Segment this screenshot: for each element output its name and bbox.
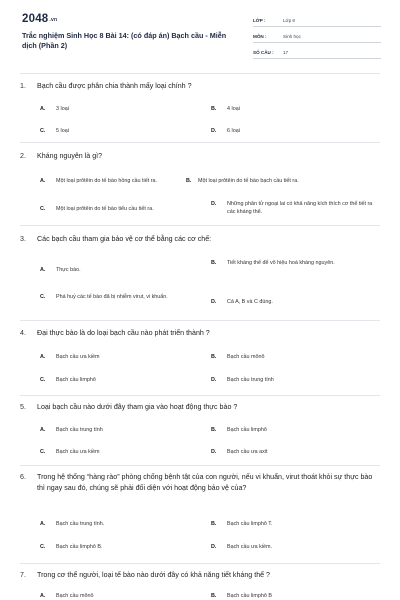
meta-info [253, 14, 381, 62]
option-text: 5 loại [56, 128, 69, 134]
option-text: Bạch cầu trung tính [227, 377, 274, 383]
option-a[interactable] [40, 266, 206, 274]
question-3 [20, 234, 382, 305]
option-text: Bạch cầu ưa kiềm [56, 449, 100, 455]
option-letter: A. [40, 593, 46, 599]
question-6 [20, 472, 382, 550]
question-number: 2. [20, 152, 26, 160]
option-b[interactable] [211, 426, 377, 434]
meta-row-count [253, 46, 381, 59]
option-c[interactable] [40, 127, 206, 135]
option-c[interactable] [40, 293, 196, 301]
option-letter: B. [211, 521, 217, 527]
option-c[interactable] [40, 376, 206, 384]
divider [20, 320, 380, 321]
option-letter: A. [40, 354, 46, 360]
meta-row-class [253, 14, 381, 27]
question-7 [20, 570, 382, 599]
option-letter: A. [40, 267, 46, 273]
site-logo[interactable] [22, 13, 57, 25]
question-number: 4. [20, 329, 26, 337]
question-text: Trong hệ thống “hàng rào” phòng chống bệnh tật của con người, nếu vi khuẩn, virut thoát khỏi sự thực bào thì ngay sau đó, chúng sẽ phải đối diện với hoạt động bảo vệ của? [37, 473, 373, 492]
question-number: 5. [20, 403, 26, 411]
option-d[interactable] [211, 543, 377, 551]
option-d[interactable] [211, 376, 377, 384]
question-text: Loại bạch cầu nào dưới đây tham gia vào hoạt động thực bào ? [37, 403, 238, 411]
question-number: 7. [20, 571, 26, 579]
question-number: 6. [20, 473, 26, 481]
option-letter: C. [40, 206, 46, 212]
option-text: Bạch cầu limphô [56, 377, 96, 383]
option-letter: C. [40, 377, 46, 383]
option-a[interactable] [40, 353, 206, 361]
option-text: Một loại prôtêin do tế bào hồng cầu tiết ra. [56, 178, 157, 184]
option-text: Một loại prôtêin do tế bào tiểu cầu tiết ra. [56, 206, 154, 212]
question-number: 1. [20, 82, 26, 90]
divider [20, 563, 380, 564]
option-d[interactable] [211, 127, 377, 135]
option-letter: D. [211, 201, 217, 207]
option-text: Bạch cầu trung tính [56, 427, 103, 433]
option-b[interactable] [211, 105, 377, 113]
option-letter: D. [211, 544, 217, 550]
question-text: Kháng nguyên là gì? [37, 152, 103, 160]
option-text: Bạch cầu limphô T. [227, 521, 273, 527]
option-letter: D. [211, 377, 217, 383]
option-text: Bạch cầu mônô [56, 593, 94, 599]
logo-text: 2048 [22, 13, 49, 25]
option-text: 4 loại [227, 106, 240, 112]
option-letter: B. [211, 106, 217, 112]
option-b[interactable] [186, 177, 368, 185]
option-letter: C. [40, 294, 46, 300]
option-a[interactable] [40, 105, 206, 113]
divider [20, 225, 380, 226]
logo-suffix: .vn [49, 17, 58, 23]
option-letter: A. [40, 427, 46, 433]
option-letter: C. [40, 128, 46, 134]
question-4 [20, 328, 382, 383]
question-number: 3. [20, 235, 26, 243]
option-letter: B. [211, 260, 217, 266]
question-2 [20, 151, 382, 215]
option-d[interactable] [211, 200, 377, 216]
question-text: Bạch cầu được phân chia thành mấy loại chính ? [37, 82, 192, 90]
option-b[interactable] [211, 592, 377, 600]
question-text: Các bạch cầu tham gia bảo vệ cơ thể bằng các cơ chế: [37, 235, 212, 243]
document-title: Trắc nghiệm Sinh Học 8 Bài 14: (có đáp án) Bạch cầu - Miễn dịch (Phần 2) [22, 31, 227, 50]
option-letter: A. [40, 106, 46, 112]
option-text: Bạch cầu ưa kiềm [56, 354, 100, 360]
option-text: 6 loại [227, 128, 240, 134]
option-letter: B. [211, 427, 217, 433]
option-text: Bạch cầu limphô [227, 427, 267, 433]
option-text: Cả A, B và C đúng. [227, 299, 273, 305]
option-letter: A. [40, 178, 46, 184]
meta-value: 17 [283, 49, 289, 55]
option-text: Bạch cầu ưa axit [227, 449, 268, 455]
option-b[interactable] [211, 353, 377, 361]
option-a[interactable] [40, 520, 206, 528]
option-text: Bạch cầu trung tính. [56, 521, 105, 527]
option-letter: B. [211, 354, 217, 360]
divider [20, 142, 380, 143]
option-text: Bạch cầu limphô B. [56, 544, 103, 550]
divider [20, 465, 380, 466]
option-b[interactable] [211, 520, 377, 528]
option-letter: D. [211, 449, 217, 455]
meta-label: MÔN : [253, 33, 267, 39]
option-c[interactable] [40, 448, 206, 456]
option-a[interactable] [40, 177, 206, 185]
option-text: 3 loại [56, 106, 69, 112]
option-text: Phá huỷ các tế bào đã bị nhiễm virut, vi khuẩn. [56, 294, 168, 300]
option-text: Bạch cầu mônô [227, 354, 265, 360]
header [0, 0, 400, 62]
option-c[interactable] [40, 543, 206, 551]
option-letter: B. [211, 593, 217, 599]
option-text: Bạch cầu limphô B [227, 593, 272, 599]
option-a[interactable] [40, 426, 206, 434]
option-d[interactable] [211, 298, 377, 306]
option-text: Một loại prôtêin do tế bào bạch cầu tiết ra. [198, 178, 299, 184]
question-1 [20, 81, 382, 134]
meta-label: LỚP : [253, 17, 266, 23]
option-letter: D. [211, 299, 217, 305]
option-text: Tiết kháng thể để vô hiệu hoá kháng nguyên. [227, 260, 335, 266]
divider [20, 73, 380, 74]
option-letter: A. [40, 521, 46, 527]
option-text: Thực bào. [56, 267, 81, 273]
meta-row-subject [253, 30, 381, 43]
option-d[interactable] [211, 448, 377, 456]
option-text: Những phân tử ngoại lai có khả năng kích thích cơ thể tiết ra các kháng thể. [227, 201, 373, 215]
option-c[interactable] [40, 205, 206, 213]
question-text: Đại thực bào là do loại bạch cầu nào phát triển thành ? [37, 329, 210, 337]
option-b[interactable] [211, 259, 367, 267]
question-5 [20, 402, 382, 455]
option-letter: B. [186, 178, 192, 184]
option-letter: D. [211, 128, 217, 134]
option-letter: C. [40, 449, 46, 455]
meta-value: Sinh học [283, 33, 301, 39]
option-a[interactable] [40, 592, 206, 600]
meta-value: Lớp 8 [283, 17, 295, 23]
question-text: Trong cơ thể người, loại tế bào nào dưới đây có khả năng tiết kháng thể ? [37, 571, 270, 579]
divider [20, 395, 380, 396]
meta-label: SỐ CÂU : [253, 49, 274, 55]
option-letter: C. [40, 544, 46, 550]
option-text: Bạch cầu ưa kiềm. [227, 544, 272, 550]
